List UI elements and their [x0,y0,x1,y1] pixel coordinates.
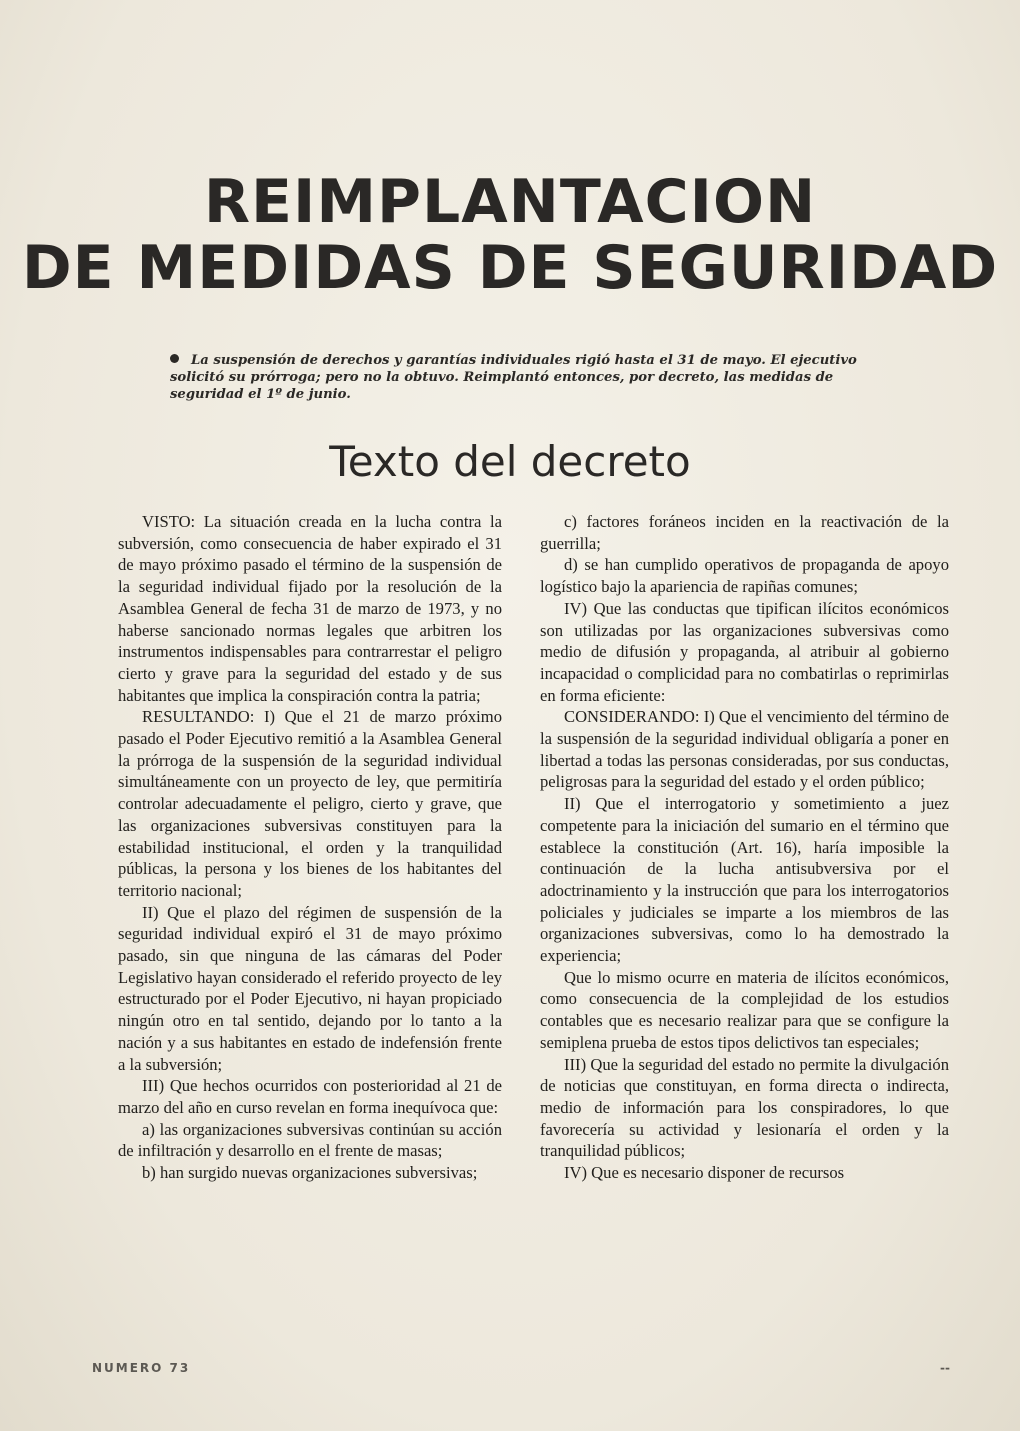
paragraph: II) Que el interrogatorio y sometimiento a juez competente para la iniciación del sumario en el término que establece la constitución (Art. 16), haría imposible la continuación de la lucha antisubversiva por el adoctrinamiento y la instrucción que para los interrogatorios policiales y judiciales se imparte a los miembros de las organizaciones subversivas, como lo ha demostrado la experiencia; [540,794,949,966]
headline-line-2: DE MEDIDAS DE SEGURIDAD [21,233,999,303]
paragraph: IV) Que las conductas que tipifican ilícitos económicos son utilizadas por las organizaciones subversivas como medio de difusión y propaganda, al atribuir al gobierno incapacidad o complicidad para no combatirlas o reprimirlas en forma eficiente: [540,598,949,705]
bullet-icon [170,354,179,363]
paragraph: VISTO: La situación creada en la lucha contra la subversión, como consecuencia de haber expirado el 31 de mayo próximo pasado el término de la suspensión de la seguridad individual fijado por la resolución de la Asamblea General de fecha 31 de marzo de 1973, y no haberse sancionado normas legales que arbitren los instrumentos indispensables para contrarrestar el peligro cierto y grave para la seguridad del estado y de sus habitantes que implica la conspiración contra la patria; [118,512,502,705]
paragraph: III) Que hechos ocurridos con posterioridad al 21 de marzo del año en curso revelan en forma inequívoca que: [118,1076,502,1117]
article-summary [170,352,870,403]
paragraph: III) Que la seguridad del estado no permite la divulgación de noticias que constituyan, en forma directa o indirecta, medio de información para los conspiradores, lo que favorecería su actividad y lesionaría el orden y la tranquilidad públicos; [540,1054,949,1161]
summary-text: La suspensión de derechos y garantías individuales rigió hasta el 31 de mayo. El ejecutivo solicitó su prórroga; pero no la obtuvo. Reimplantó entonces, por decreto, las medidas de seguridad el 1º de junio. [170,353,857,402]
headline-line-1: REIMPLANTACION [203,167,817,237]
right-column [540,511,949,1184]
left-column [118,511,502,1184]
footer-issue-number: NUMERO 73 [92,1361,191,1375]
paragraph: c) factores foráneos inciden en la reactivación de la guerrilla; [540,512,949,553]
paragraph: IV) Que es necesario disponer de recursos [564,1163,845,1183]
section-subtitle: Texto del decreto [329,437,691,486]
footer-page-number: -- [940,1361,950,1375]
paragraph: II) Que el plazo del régimen de suspensión de la seguridad individual expiró el 31 de mayo próximo pasado, sin que ninguna de las cámaras del Poder Legislativo hayan considerado el referido proyecto de ley estructurado por el Poder Ejecutivo, ni hayan propiciado ningún otro en tal sentido, dejando por lo tanto a la nación y a sus habitantes en estado de indefensión frente a la subversión; [118,902,502,1074]
paragraph: Que lo mismo ocurre en materia de ilícitos económicos, como consecuencia de la complejidad de los estudios contables que es necesario realizar para que se configure la semiplena prueba de estos tipos delictivos tan especiales; [540,967,949,1052]
paragraph: RESULTANDO: I) Que el 21 de marzo próximo pasado el Poder Ejecutivo remitió a la Asamblea General la prórroga de la suspensión de la seguridad individual simultáneamente con un proyecto de ley, que permitiría controlar adecuadamente el peligro, cierto y grave, que las organizaciones subversivas constituyen para la estabilidad institucional, el orden y la tranquilidad públicas, la persona y los bienes de los habitantes del territorio nacional; [118,707,502,900]
paragraph: a) las organizaciones subversivas continúan su acción de infiltración y desarrollo en el frente de masas; [118,1119,502,1161]
paragraph: CONSIDERANDO: I) Que el vencimiento del término de la suspensión de la seguridad individual obligaría a poner en libertad a todas las personas consideradas, por sus conductas, peligrosas para la seguridad del estado y el orden público; [540,707,949,792]
paragraph: b) han surgido nuevas organizaciones subversivas; [142,1163,478,1183]
paragraph: d) se han cumplido operativos de propaganda de apoyo logístico bajo la apariencia de rapiñas comunes; [540,555,949,597]
